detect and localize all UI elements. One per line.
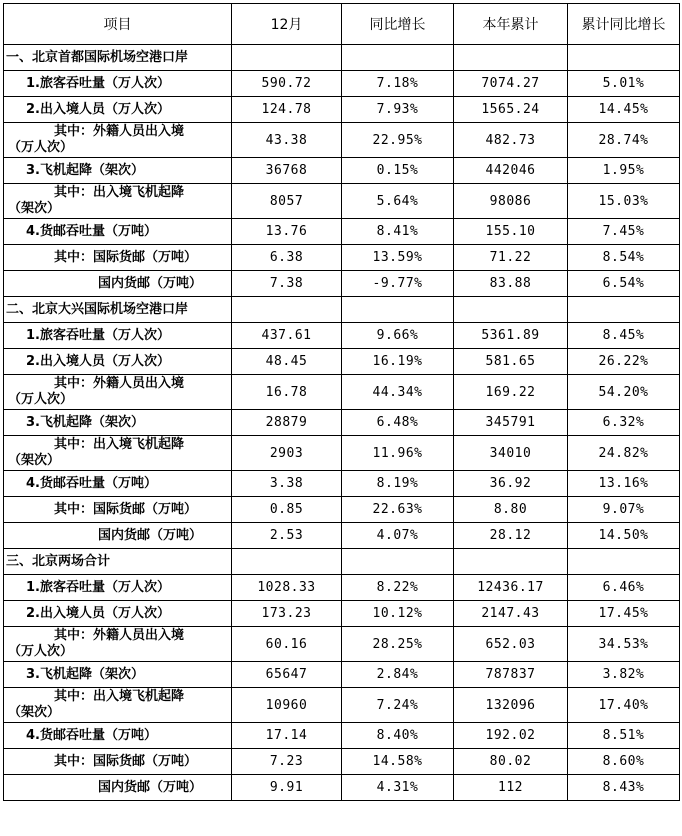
table-row bbox=[4, 497, 680, 523]
row-label: 4.货邮吞吐量（万吨） bbox=[4, 723, 232, 749]
cell-month: 16.78 bbox=[232, 375, 342, 410]
row-label-line2: （架次） bbox=[8, 201, 61, 216]
table-row bbox=[4, 349, 680, 375]
header-month: 12月 bbox=[232, 4, 342, 45]
table-header bbox=[4, 4, 680, 45]
cell-yoy: 44.34% bbox=[342, 375, 454, 410]
row-label: 1.旅客吞吐量（万人次） bbox=[4, 575, 232, 601]
cell-ytd-yoy: 17.45% bbox=[568, 601, 680, 627]
header-ytd-yoy: 累计同比增长 bbox=[568, 4, 680, 45]
row-label bbox=[4, 184, 232, 219]
table-row bbox=[4, 662, 680, 688]
header-item: 项目 bbox=[4, 4, 232, 45]
cell-ytd: 155.10 bbox=[454, 219, 568, 245]
cell-yoy: -9.77% bbox=[342, 271, 454, 297]
cell-month: 7.23 bbox=[232, 749, 342, 775]
cell-ytd: 652.03 bbox=[454, 627, 568, 662]
section-row bbox=[4, 549, 680, 575]
row-label: 1.旅客吞吐量（万人次） bbox=[4, 71, 232, 97]
row-label: 2.出入境人员（万人次） bbox=[4, 349, 232, 375]
cell-month: 10960 bbox=[232, 688, 342, 723]
table-row bbox=[4, 184, 680, 219]
row-label: 其中：国际货邮（万吨） bbox=[4, 497, 232, 523]
cell-ytd: 36.92 bbox=[454, 471, 568, 497]
cell-yoy: 7.24% bbox=[342, 688, 454, 723]
cell-ytd bbox=[454, 549, 568, 575]
table-row bbox=[4, 97, 680, 123]
cell-month: 2.53 bbox=[232, 523, 342, 549]
cell-ytd: 98086 bbox=[454, 184, 568, 219]
cell-ytd-yoy: 28.74% bbox=[568, 123, 680, 158]
table-row bbox=[4, 436, 680, 471]
table-row bbox=[4, 375, 680, 410]
cell-yoy: 8.41% bbox=[342, 219, 454, 245]
cell-ytd: 345791 bbox=[454, 410, 568, 436]
row-label: 其中：国际货邮（万吨） bbox=[4, 749, 232, 775]
section-row bbox=[4, 45, 680, 71]
cell-yoy: 28.25% bbox=[342, 627, 454, 662]
table-body bbox=[4, 45, 680, 801]
cell-month: 36768 bbox=[232, 158, 342, 184]
cell-month: 13.76 bbox=[232, 219, 342, 245]
cell-ytd: 482.73 bbox=[454, 123, 568, 158]
cell-ytd: 83.88 bbox=[454, 271, 568, 297]
row-label: 3.飞机起降（架次） bbox=[4, 158, 232, 184]
cell-ytd: 2147.43 bbox=[454, 601, 568, 627]
cell-ytd-yoy bbox=[568, 45, 680, 71]
cell-month: 3.38 bbox=[232, 471, 342, 497]
cell-ytd: 442046 bbox=[454, 158, 568, 184]
cell-ytd-yoy: 14.50% bbox=[568, 523, 680, 549]
cell-yoy: 11.96% bbox=[342, 436, 454, 471]
cell-ytd-yoy: 1.95% bbox=[568, 158, 680, 184]
cell-yoy: 13.59% bbox=[342, 245, 454, 271]
row-label: 其中：国际货邮（万吨） bbox=[4, 245, 232, 271]
row-label-line2: （架次） bbox=[8, 453, 61, 468]
row-label-line1: 其中：外籍人员出入境 bbox=[54, 628, 185, 643]
cell-ytd-yoy: 8.54% bbox=[568, 245, 680, 271]
cell-month: 60.16 bbox=[232, 627, 342, 662]
cell-ytd-yoy: 6.32% bbox=[568, 410, 680, 436]
cell-ytd: 7074.27 bbox=[454, 71, 568, 97]
row-label bbox=[4, 627, 232, 662]
cell-month: 8057 bbox=[232, 184, 342, 219]
cell-month: 437.61 bbox=[232, 323, 342, 349]
header-yoy: 同比增长 bbox=[342, 4, 454, 45]
row-label: 二、北京大兴国际机场空港口岸 bbox=[4, 297, 232, 323]
table-row bbox=[4, 410, 680, 436]
cell-yoy bbox=[342, 45, 454, 71]
row-label: 国内货邮（万吨） bbox=[4, 775, 232, 801]
row-label: 3.飞机起降（架次） bbox=[4, 410, 232, 436]
row-label: 三、北京两场合计 bbox=[4, 549, 232, 575]
cell-ytd: 1565.24 bbox=[454, 97, 568, 123]
table-row bbox=[4, 123, 680, 158]
cell-ytd: 192.02 bbox=[454, 723, 568, 749]
header-row bbox=[4, 4, 680, 45]
cell-month: 0.85 bbox=[232, 497, 342, 523]
cell-ytd-yoy bbox=[568, 297, 680, 323]
row-label-line1: 其中：出入境飞机起降 bbox=[54, 689, 185, 704]
cell-yoy: 22.63% bbox=[342, 497, 454, 523]
cell-ytd: 12436.17 bbox=[454, 575, 568, 601]
cell-month: 28879 bbox=[232, 410, 342, 436]
row-label: 2.出入境人员（万人次） bbox=[4, 601, 232, 627]
row-label-line2: （万人次） bbox=[8, 140, 74, 155]
cell-ytd: 71.22 bbox=[454, 245, 568, 271]
cell-yoy: 14.58% bbox=[342, 749, 454, 775]
row-label-line2: （万人次） bbox=[8, 392, 74, 407]
cell-ytd bbox=[454, 45, 568, 71]
row-label: 4.货邮吞吐量（万吨） bbox=[4, 471, 232, 497]
cell-ytd: 787837 bbox=[454, 662, 568, 688]
cell-ytd-yoy: 8.43% bbox=[568, 775, 680, 801]
row-label-line1: 其中：出入境飞机起降 bbox=[54, 185, 185, 200]
cell-month: 7.38 bbox=[232, 271, 342, 297]
cell-ytd: 5361.89 bbox=[454, 323, 568, 349]
row-label: 国内货邮（万吨） bbox=[4, 523, 232, 549]
table-row bbox=[4, 775, 680, 801]
cell-yoy: 5.64% bbox=[342, 184, 454, 219]
row-label bbox=[4, 123, 232, 158]
cell-ytd-yoy: 26.22% bbox=[568, 349, 680, 375]
table-row bbox=[4, 471, 680, 497]
cell-month bbox=[232, 297, 342, 323]
row-label: 3.飞机起降（架次） bbox=[4, 662, 232, 688]
cell-yoy: 10.12% bbox=[342, 601, 454, 627]
table-row bbox=[4, 688, 680, 723]
cell-ytd: 8.80 bbox=[454, 497, 568, 523]
cell-month: 65647 bbox=[232, 662, 342, 688]
cell-month: 17.14 bbox=[232, 723, 342, 749]
row-label bbox=[4, 688, 232, 723]
cell-yoy: 2.84% bbox=[342, 662, 454, 688]
cell-yoy: 4.31% bbox=[342, 775, 454, 801]
table-row bbox=[4, 323, 680, 349]
row-label-line1: 其中：出入境飞机起降 bbox=[54, 437, 185, 452]
cell-ytd-yoy: 6.54% bbox=[568, 271, 680, 297]
cell-ytd-yoy: 9.07% bbox=[568, 497, 680, 523]
row-label-line2: （架次） bbox=[8, 705, 61, 720]
cell-ytd-yoy: 8.45% bbox=[568, 323, 680, 349]
table-row bbox=[4, 158, 680, 184]
cell-ytd: 581.65 bbox=[454, 349, 568, 375]
cell-yoy: 8.40% bbox=[342, 723, 454, 749]
cell-yoy: 7.93% bbox=[342, 97, 454, 123]
cell-yoy bbox=[342, 297, 454, 323]
cell-yoy: 7.18% bbox=[342, 71, 454, 97]
section-row bbox=[4, 297, 680, 323]
table-row bbox=[4, 575, 680, 601]
cell-ytd-yoy: 13.16% bbox=[568, 471, 680, 497]
table-row bbox=[4, 219, 680, 245]
cell-ytd-yoy bbox=[568, 549, 680, 575]
row-label: 一、北京首都国际机场空港口岸 bbox=[4, 45, 232, 71]
cell-ytd-yoy: 24.82% bbox=[568, 436, 680, 471]
cell-yoy: 8.22% bbox=[342, 575, 454, 601]
cell-month bbox=[232, 549, 342, 575]
row-label: 4.货邮吞吐量（万吨） bbox=[4, 219, 232, 245]
table-row bbox=[4, 71, 680, 97]
row-label bbox=[4, 375, 232, 410]
cell-yoy: 9.66% bbox=[342, 323, 454, 349]
row-label bbox=[4, 436, 232, 471]
cell-ytd-yoy: 17.40% bbox=[568, 688, 680, 723]
cell-ytd-yoy: 15.03% bbox=[568, 184, 680, 219]
port-statistics-table bbox=[3, 3, 680, 801]
table-row bbox=[4, 523, 680, 549]
row-label: 2.出入境人员（万人次） bbox=[4, 97, 232, 123]
cell-ytd-yoy: 8.51% bbox=[568, 723, 680, 749]
cell-ytd-yoy: 3.82% bbox=[568, 662, 680, 688]
cell-ytd: 34010 bbox=[454, 436, 568, 471]
row-label: 国内货邮（万吨） bbox=[4, 271, 232, 297]
table-row bbox=[4, 245, 680, 271]
row-label-line2: （万人次） bbox=[8, 644, 74, 659]
cell-month: 124.78 bbox=[232, 97, 342, 123]
cell-ytd: 112 bbox=[454, 775, 568, 801]
cell-ytd-yoy: 6.46% bbox=[568, 575, 680, 601]
table-row bbox=[4, 271, 680, 297]
cell-ytd: 28.12 bbox=[454, 523, 568, 549]
table-row bbox=[4, 723, 680, 749]
cell-month: 590.72 bbox=[232, 71, 342, 97]
table-row bbox=[4, 601, 680, 627]
cell-month: 6.38 bbox=[232, 245, 342, 271]
cell-month: 2903 bbox=[232, 436, 342, 471]
cell-yoy: 8.19% bbox=[342, 471, 454, 497]
cell-yoy: 16.19% bbox=[342, 349, 454, 375]
row-label-line1: 其中：外籍人员出入境 bbox=[54, 376, 185, 391]
cell-yoy: 6.48% bbox=[342, 410, 454, 436]
cell-yoy: 4.07% bbox=[342, 523, 454, 549]
cell-ytd: 80.02 bbox=[454, 749, 568, 775]
table-row bbox=[4, 627, 680, 662]
cell-ytd: 169.22 bbox=[454, 375, 568, 410]
cell-ytd: 132096 bbox=[454, 688, 568, 723]
cell-month: 43.38 bbox=[232, 123, 342, 158]
cell-ytd-yoy: 14.45% bbox=[568, 97, 680, 123]
cell-month: 1028.33 bbox=[232, 575, 342, 601]
cell-yoy: 0.15% bbox=[342, 158, 454, 184]
cell-ytd-yoy: 5.01% bbox=[568, 71, 680, 97]
cell-ytd bbox=[454, 297, 568, 323]
table-row bbox=[4, 749, 680, 775]
row-label: 1.旅客吞吐量（万人次） bbox=[4, 323, 232, 349]
cell-ytd-yoy: 8.60% bbox=[568, 749, 680, 775]
cell-month: 9.91 bbox=[232, 775, 342, 801]
cell-yoy bbox=[342, 549, 454, 575]
cell-month bbox=[232, 45, 342, 71]
cell-yoy: 22.95% bbox=[342, 123, 454, 158]
cell-month: 173.23 bbox=[232, 601, 342, 627]
row-label-line1: 其中：外籍人员出入境 bbox=[54, 124, 185, 139]
header-ytd: 本年累计 bbox=[454, 4, 568, 45]
cell-ytd-yoy: 34.53% bbox=[568, 627, 680, 662]
cell-ytd-yoy: 7.45% bbox=[568, 219, 680, 245]
cell-ytd-yoy: 54.20% bbox=[568, 375, 680, 410]
cell-month: 48.45 bbox=[232, 349, 342, 375]
